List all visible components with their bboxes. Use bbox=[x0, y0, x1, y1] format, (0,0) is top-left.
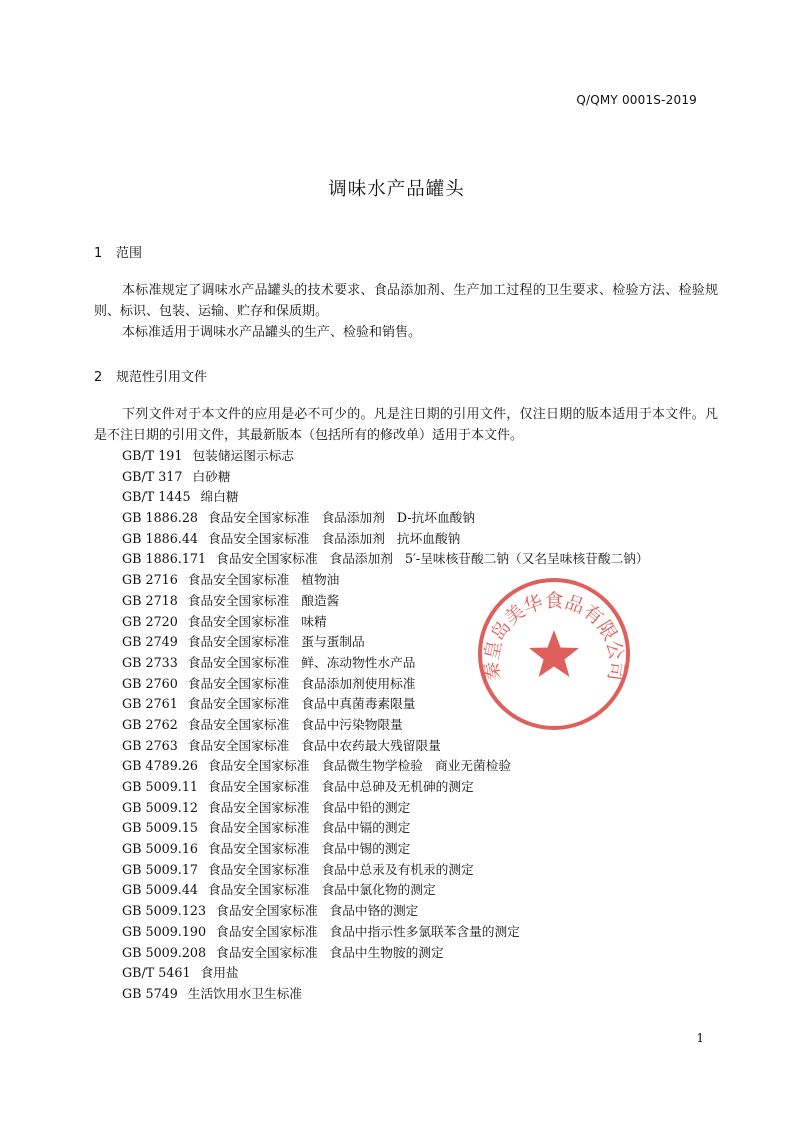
reference-title-part: 食品安全国家标准 bbox=[216, 944, 318, 960]
reference-code: GB 2716 bbox=[122, 572, 178, 588]
reference-item bbox=[122, 487, 722, 508]
reference-code: GB 4789.26 bbox=[122, 758, 198, 774]
reference-code: GB 2749 bbox=[122, 634, 178, 650]
reference-code: GB/T 5461 bbox=[122, 965, 191, 981]
reference-item bbox=[122, 549, 722, 570]
reference-code: GB 5749 bbox=[122, 985, 178, 1001]
reference-title-part: 食用盐 bbox=[200, 965, 239, 981]
reference-title-part: 食品添加剂 bbox=[329, 551, 393, 567]
reference-title-part: 食品中铅的测定 bbox=[321, 799, 411, 815]
reference-title-part: 鲜、冻动物性水产品 bbox=[301, 654, 416, 670]
reference-title-part: D-抗坏血酸钠 bbox=[396, 510, 476, 526]
reference-code: GB 5009.17 bbox=[122, 861, 198, 877]
reference-item bbox=[122, 818, 722, 839]
reference-title-part: 食品安全国家标准 bbox=[187, 634, 290, 650]
reference-code: GB 2718 bbox=[122, 592, 178, 608]
reference-title-part: 食品安全国家标准 bbox=[207, 510, 310, 526]
scope-paragraph-2: 本标准适用于调味水产品罐头的生产、检验和销售。 bbox=[122, 325, 422, 340]
reference-code: GB 2760 bbox=[122, 675, 178, 691]
reference-item bbox=[122, 984, 722, 1005]
reference-title-part: 食品安全国家标准 bbox=[216, 923, 318, 939]
reference-title-part: 白砂糖 bbox=[192, 468, 231, 484]
standard-code: Q/QMY 0001S-2019 bbox=[576, 93, 697, 107]
reference-title-part: 食品安全国家标准 bbox=[216, 551, 318, 567]
reference-title-part: 生活饮用水卫生标准 bbox=[187, 985, 302, 1001]
reference-code: GB/T 1445 bbox=[122, 489, 191, 505]
reference-title-part: 商业无菌检验 bbox=[434, 758, 512, 774]
reference-title-part: 食品安全国家标准 bbox=[207, 841, 310, 857]
reference-item bbox=[122, 943, 722, 964]
reference-title-part: 食品中生物胺的测定 bbox=[329, 944, 444, 960]
reference-item bbox=[122, 756, 722, 777]
reference-code: GB/T 191 bbox=[122, 448, 183, 463]
reference-item bbox=[122, 880, 722, 901]
reference-title-part: 食品安全国家标准 bbox=[216, 903, 318, 919]
reference-code: GB 2763 bbox=[122, 737, 178, 753]
reference-code: GB 5009.190 bbox=[122, 923, 207, 939]
reference-title-part: 食品中铬的测定 bbox=[329, 903, 419, 919]
section-heading-normative-references bbox=[94, 366, 207, 385]
reference-item bbox=[122, 901, 722, 922]
reference-title-part: 食品中真菌毒素限量 bbox=[301, 696, 416, 712]
reference-code: GB 5009.12 bbox=[122, 799, 198, 815]
reference-title-part: 绵白糖 bbox=[200, 489, 239, 505]
reference-title-part: 食品中农药最大残留限量 bbox=[301, 737, 441, 753]
scope-paragraph-1: 本标准规定了调味水产品罐头的技术要求、食品添加剂、生产加工过程的卫生要求、检验方法、检验规则、标识、包装、运输、贮存和保质期。 bbox=[94, 283, 718, 319]
reference-code: GB 1886.28 bbox=[122, 510, 198, 526]
document-title: 调味水产品罐头 bbox=[328, 179, 465, 200]
reference-title-part: 食品安全国家标准 bbox=[187, 696, 290, 712]
reference-title-part: 食品中污染物限量 bbox=[301, 716, 403, 732]
reference-title-part: 食品安全国家标准 bbox=[187, 654, 290, 670]
reference-code: GB 5009.44 bbox=[122, 882, 198, 898]
reference-code: GB 1886.44 bbox=[122, 530, 198, 546]
reference-title-part: 蛋与蛋制品 bbox=[301, 634, 365, 650]
reference-code: GB 2733 bbox=[122, 654, 178, 670]
reference-item bbox=[122, 777, 722, 798]
reference-title-part: 食品安全国家标准 bbox=[187, 675, 290, 691]
reference-item bbox=[122, 860, 722, 881]
reference-title-part: 食品添加剂使用标准 bbox=[301, 675, 416, 691]
reference-item bbox=[122, 736, 722, 757]
reference-title-part: 包装储运图示标志 bbox=[192, 448, 294, 463]
company-seal bbox=[474, 574, 634, 734]
reference-title-part: 食品安全国家标准 bbox=[187, 592, 290, 608]
reference-item bbox=[122, 529, 722, 550]
reference-code: GB 2762 bbox=[122, 716, 178, 732]
reference-title-part: 食品安全国家标准 bbox=[207, 530, 310, 546]
reference-title-part: 味精 bbox=[301, 613, 327, 629]
reference-title-part: 食品微生物学检验 bbox=[321, 758, 423, 774]
reference-title-part: 食品安全国家标准 bbox=[207, 820, 310, 836]
reference-item bbox=[122, 963, 722, 984]
reference-title-part: 食品安全国家标准 bbox=[207, 799, 310, 815]
reference-code: GB/T 317 bbox=[122, 468, 183, 484]
reference-code: GB 5009.11 bbox=[122, 779, 198, 794]
reference-code: GB 5009.15 bbox=[122, 820, 198, 836]
section-number: 1 bbox=[94, 246, 103, 261]
reference-title-part: 食品安全国家标准 bbox=[207, 758, 310, 774]
reference-title-part: 食品安全国家标准 bbox=[207, 861, 310, 877]
reference-title-part: 食品安全国家标准 bbox=[187, 737, 290, 753]
reference-item bbox=[122, 839, 722, 860]
reference-title-part: 食品中锡的测定 bbox=[321, 841, 411, 857]
reference-code: GB 5009.16 bbox=[122, 841, 198, 857]
reference-title-part: 食品安全国家标准 bbox=[187, 572, 290, 588]
reference-title-part: 食品中氯化物的测定 bbox=[321, 882, 436, 898]
reference-code: GB 2720 bbox=[122, 613, 178, 629]
reference-item bbox=[122, 798, 722, 819]
section-title: 规范性引用文件 bbox=[116, 370, 208, 385]
reference-item bbox=[122, 922, 722, 943]
reference-title-part: 食品添加剂 bbox=[321, 510, 385, 526]
section-heading-scope bbox=[94, 242, 142, 261]
reference-title-part: 5′-呈味核苷酸二钠（又名呈味核苷酸二钠） bbox=[404, 551, 649, 567]
reference-title-part: 食品安全国家标准 bbox=[207, 779, 310, 794]
reference-title-part: 食品中指示性多氯联苯含量的测定 bbox=[329, 923, 520, 939]
reference-title-part: 酿造酱 bbox=[301, 592, 340, 608]
reference-item bbox=[122, 467, 722, 488]
reference-code: GB 5009.208 bbox=[122, 944, 207, 960]
reference-code: GB 5009.123 bbox=[122, 903, 207, 919]
reference-title-part: 食品中镉的测定 bbox=[321, 820, 411, 836]
reference-title-part: 食品添加剂 bbox=[321, 530, 385, 546]
page-number: 1 bbox=[696, 1031, 704, 1045]
svg-text:秦皇岛美华食品有限公司: 秦皇岛美华食品有限公司 bbox=[480, 590, 628, 683]
reference-code: GB 2761 bbox=[122, 696, 178, 712]
reference-title-part: 食品中总砷及无机砷的测定 bbox=[321, 779, 474, 794]
section-title: 范围 bbox=[116, 246, 143, 261]
reference-title-part: 植物油 bbox=[301, 572, 340, 588]
reference-item bbox=[122, 446, 722, 467]
reference-item bbox=[122, 508, 722, 529]
reference-title-part: 食品中总汞及有机汞的测定 bbox=[321, 861, 474, 877]
reference-title-part: 食品安全国家标准 bbox=[187, 716, 290, 732]
reference-title-part: 食品安全国家标准 bbox=[187, 613, 290, 629]
reference-title-part: 食品安全国家标准 bbox=[207, 882, 310, 898]
references-intro-paragraph: 下列文件对于本文件的应用是必不可少的。凡是注日期的引用文件，仅注日期的版本适用于本文件。凡是不注日期的引用文件，其最新版本（包括所有的修改单）适用于本文件。 bbox=[94, 407, 718, 443]
section-number: 2 bbox=[94, 370, 103, 385]
reference-code: GB 1886.171 bbox=[122, 551, 207, 567]
reference-title-part: 抗坏血酸钠 bbox=[396, 530, 461, 546]
